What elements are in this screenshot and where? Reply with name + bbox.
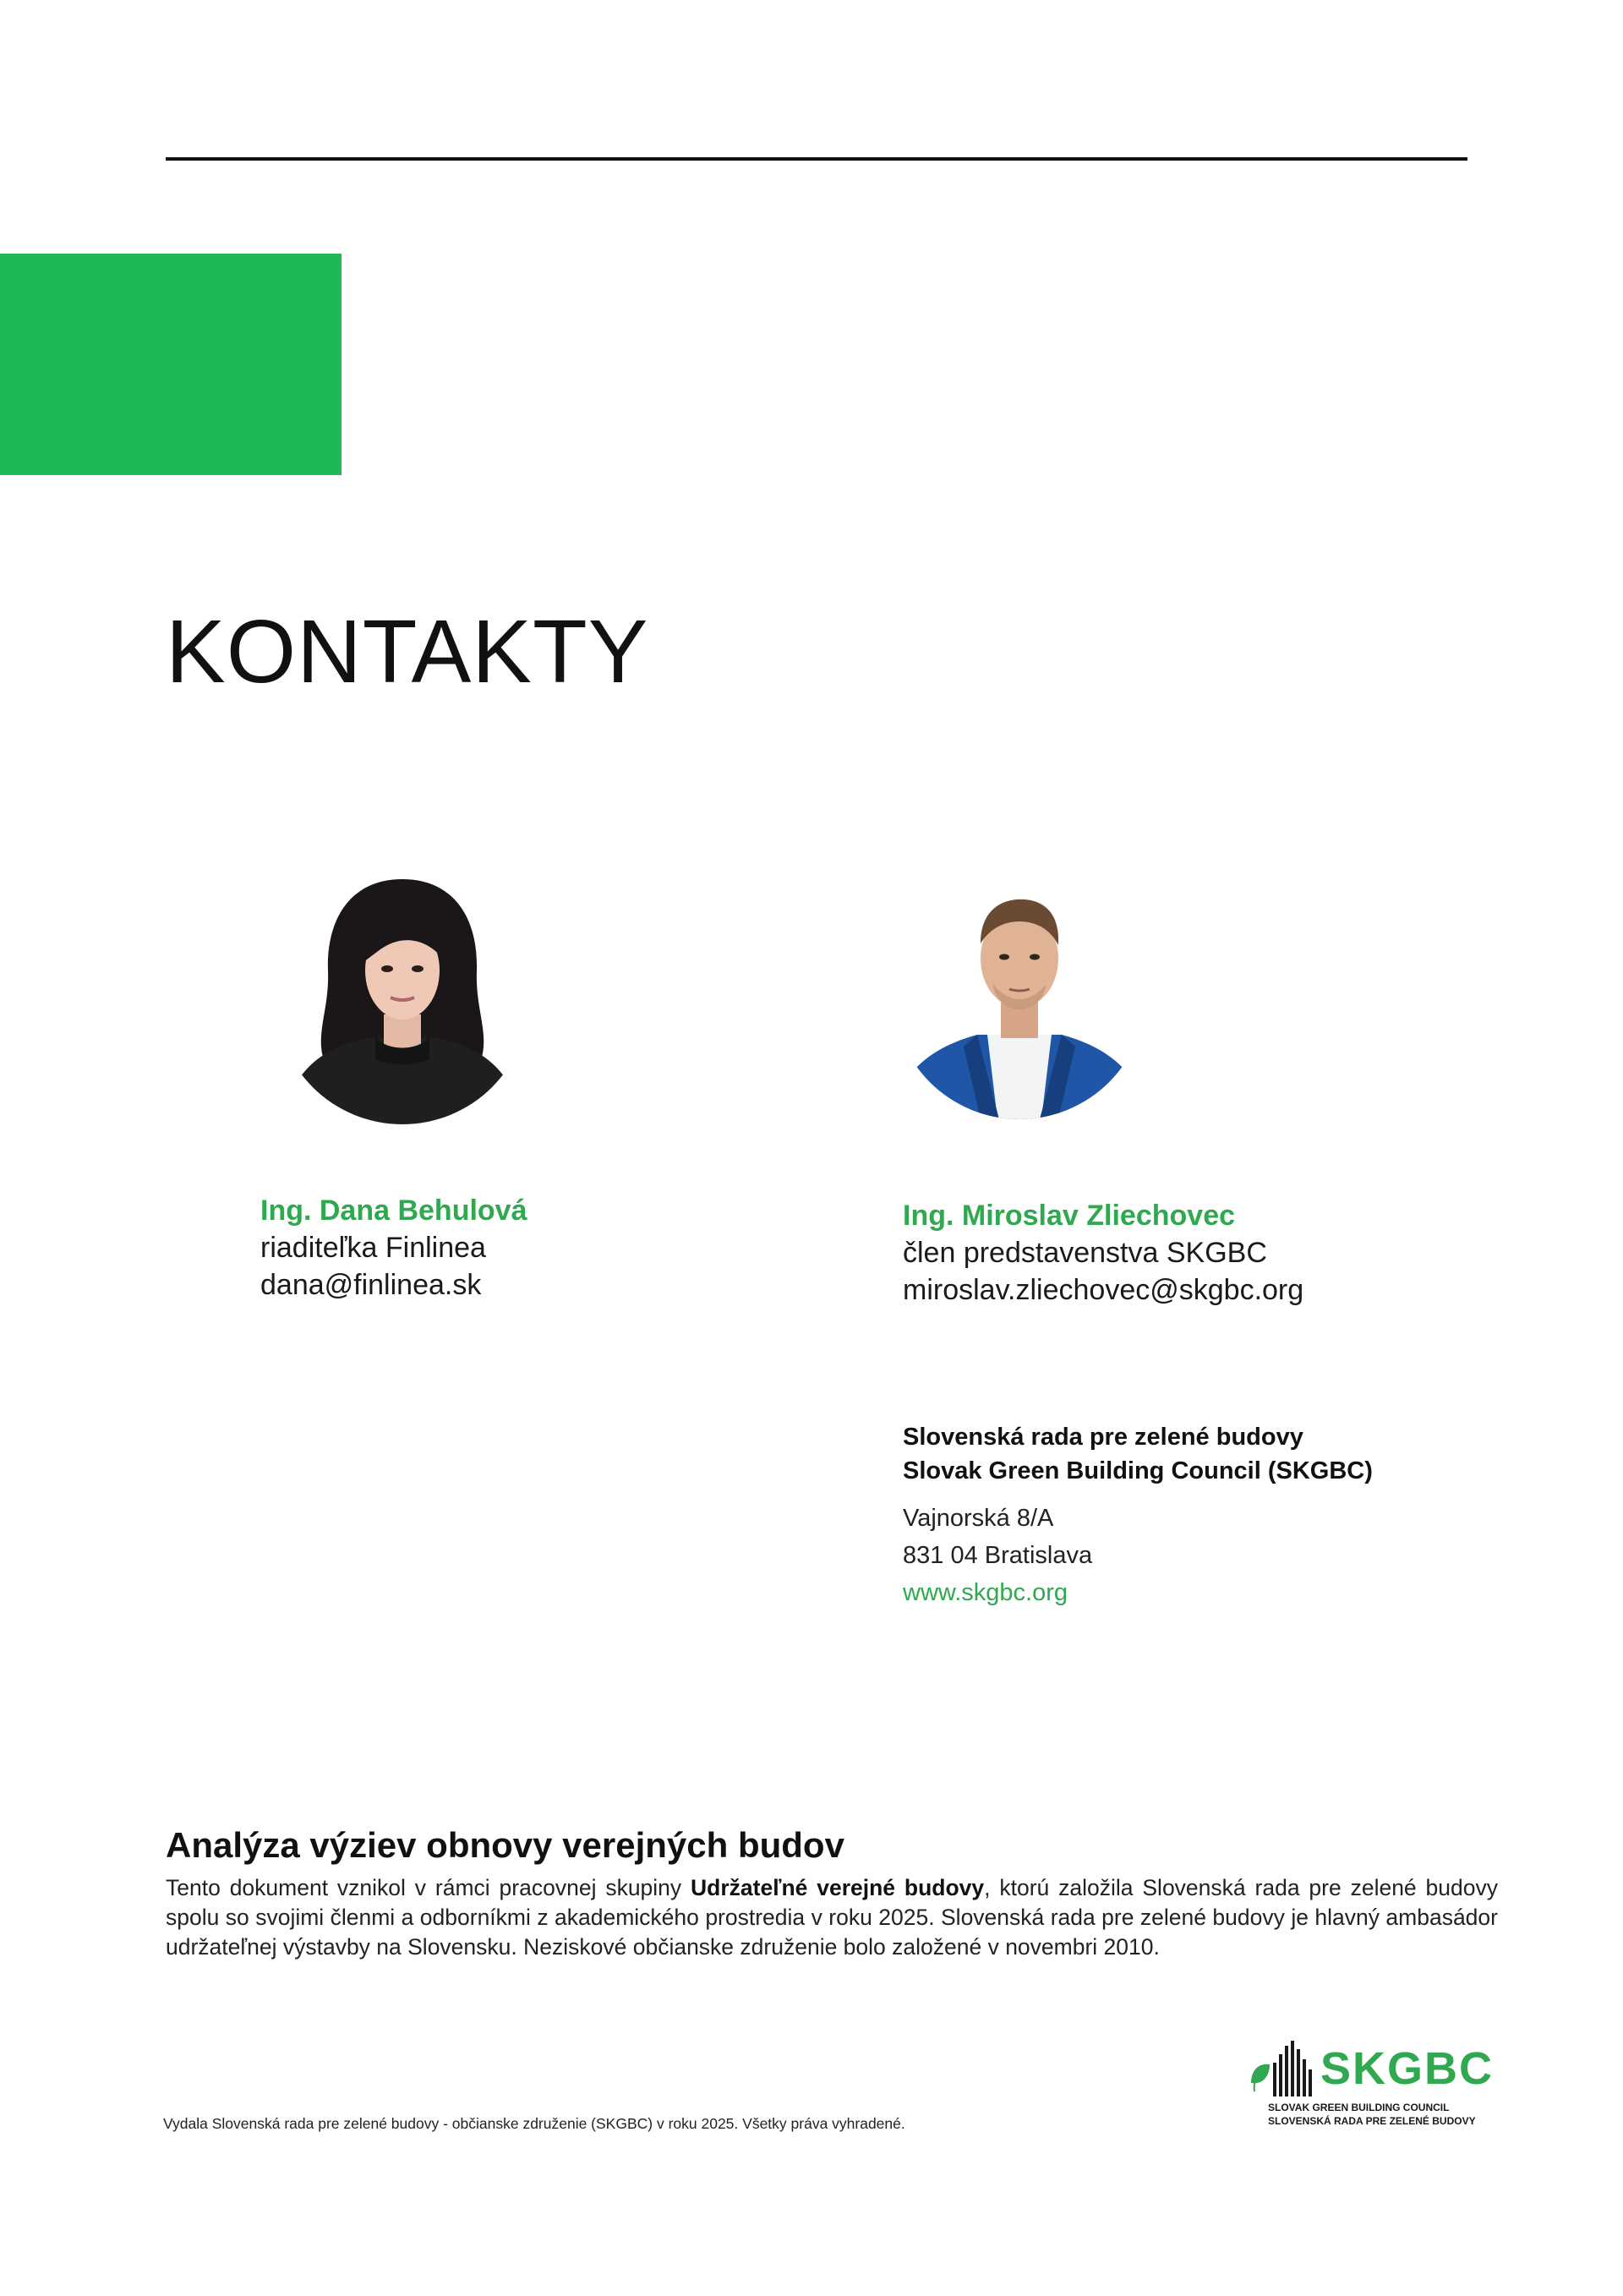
contact-role: riaditeľka Finlinea <box>260 1232 486 1264</box>
contact-name: Ing. Miroslav Zliechovec <box>903 1200 1236 1232</box>
accent-block <box>0 254 342 475</box>
org-city: 831 04 Bratislava <box>903 1542 1093 1569</box>
contact-name: Ing. Dana Behulová <box>260 1194 527 1227</box>
summary-text-end: , ktorú založila Slovenská rada pre zelené budovy spolu so svojimi členmi a odborníkmi z akademického prostredia v roku 2025. Slovenská rada pre zelené budovy je hlavný ambasádor udržateľnej výstavby na Slovensku. Neziskové občianske združenie bolo založené v novembri 2010. <box>166 1875 1498 1960</box>
contact-role: člen predstavenstva SKGBC <box>903 1237 1267 1269</box>
summary-paragraph <box>166 1873 1498 1962</box>
summary-title: Analýza výziev obnovy verejných budov <box>166 1825 844 1865</box>
contact-photo-miroslav <box>893 866 1146 1119</box>
logo-wordmark: SKGBC <box>1320 2043 1495 2094</box>
summary-text-emphasis: Udržateľné verejné budovy <box>691 1875 985 1900</box>
contact-card-miroslav <box>903 1197 1303 1309</box>
contact-email[interactable]: dana@finlinea.sk <box>260 1269 482 1301</box>
page-title: KONTAKTY <box>166 602 649 702</box>
org-name-en: Slovak Green Building Council (SKGBC) <box>903 1457 1373 1484</box>
contact-card-dana <box>260 1192 527 1304</box>
header-divider <box>166 157 1467 161</box>
contact-email[interactable]: miroslav.zliechovec@skgbc.org <box>903 1274 1304 1306</box>
organization-block <box>903 1420 1373 1611</box>
org-website-link[interactable]: www.skgbc.org <box>903 1579 1068 1606</box>
org-street: Vajnorská 8/A <box>903 1505 1054 1532</box>
contact-photo-dana <box>276 871 529 1124</box>
skgbc-logo <box>1249 2041 1495 2134</box>
logo-subtitle-sk: SLOVENSKÁ RADA PRE ZELENÉ BUDOVY <box>1268 2115 1476 2127</box>
summary-text-start: Tento dokument vznikol v rámci pracovnej skupiny <box>166 1875 691 1900</box>
org-name-sk: Slovenská rada pre zelené budovy <box>903 1424 1303 1451</box>
building-leaf-icon <box>1249 2041 1317 2096</box>
footer-copyright: Vydala Slovenská rada pre zelené budovy - občianske združenie (SKGBC) v roku 2025. Všetky práva vyhradené. <box>163 2115 905 2132</box>
logo-subtitle-en: SLOVAK GREEN BUILDING COUNCIL <box>1268 2102 1450 2113</box>
